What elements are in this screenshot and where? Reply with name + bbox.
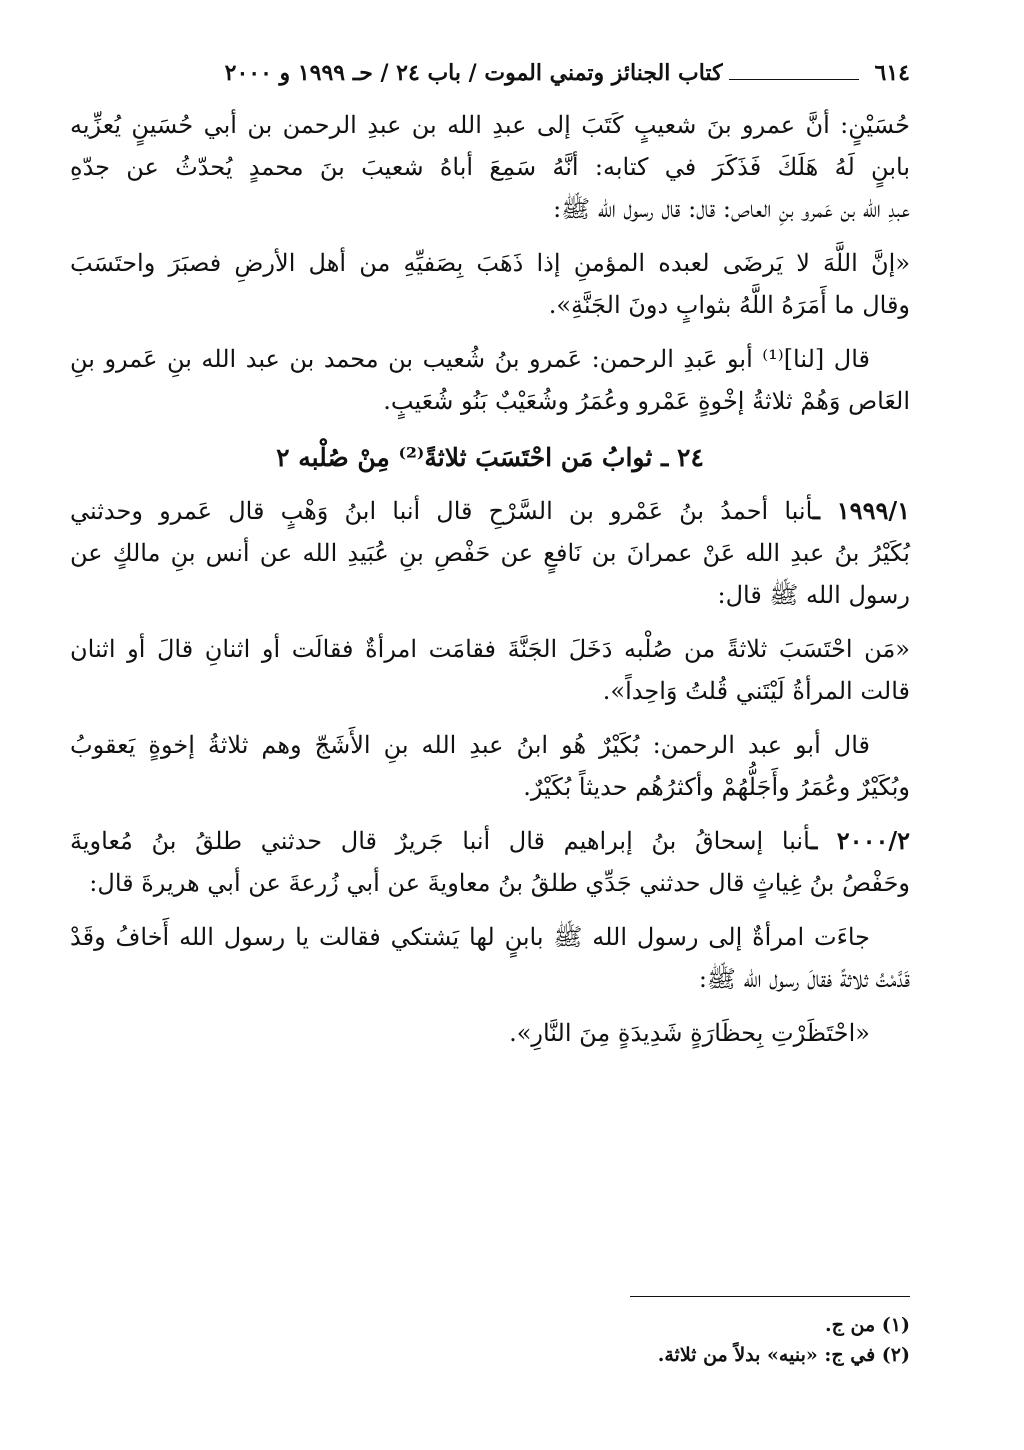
text-line: وقال ما أَمَرَهُ اللَّهُ بثوابٍ دونَ الجَنَّةِ». (548, 291, 910, 319)
text-line: العَاص وَهُمْ ثلاثةُ إخْوةٍ عَمْرو وعُمَرُ وشُعَيْبٌ بَنُو شُعَيبٍ. (383, 387, 910, 415)
commentary-2 (70, 724, 910, 766)
text-line: «إنَّ اللَّهَ لا يَرضَى لعبده المؤمنِ إذا ذَهَبَ بِصَفيِّهِ من أهل الأرضِ فصبَرَ واحتَسَبَ (70, 249, 910, 277)
text-line: قَدَّمْتُ ثلاثةً فقالَ رسول الله ﷺ: (698, 965, 910, 993)
text-line (70, 820, 910, 862)
text-line: حُسَيْنٍ: أنَّ عمرو بنَ شعيبٍ كَتَبَ إلى عبدِ الله بن عبدِ الرحمن بن أبي حُسَينٍ يُعزِّيه (70, 111, 910, 139)
chapter-heading: ٢٤ ـ ثوابُ مَن احْتَسَبَ ثلاثةً⁽²⁾ مِنْ صُلْبه ٢ (276, 443, 704, 472)
page-body (70, 60, 910, 1066)
text-line: «مَن احْتَسَبَ ثلاثةً من صُلْبه دَخَلَ الجَنَّةَ فقامَت امرأةٌ فقالَت أو اثنانِ قالَ أو اثنان (70, 635, 910, 663)
narrative (70, 916, 910, 958)
footnote: (١) من ج. (825, 1314, 910, 1336)
hadith-number: ١٩٩٩/١ ـ (812, 496, 910, 525)
commentary-1 (70, 338, 910, 380)
footnotes (70, 1310, 910, 1370)
intro-paragraph (70, 104, 910, 230)
text-line: عبدِ الله بن عَمرو بنِ العاص: قال: قال رسول الله ﷺ: (553, 195, 910, 223)
text-line: قالت المرأةُ لَيْتَني قُلتُ وَاحِداً». (602, 677, 910, 705)
running-head (70, 60, 910, 104)
text-line: قال [لنا]⁽¹⁾ أبو عَبدِ الرحمن: عَمرو بنُ شُعيب بن محمد بن عبد الله بنِ عَمرو بنِ (70, 345, 871, 373)
hadith-1999 (70, 490, 910, 616)
narrative-cont (70, 958, 910, 1000)
footnote: (٢) في ج: «بنيه» بدلاً من ثلاثة. (657, 1344, 910, 1366)
commentary-2-cont (70, 766, 910, 808)
hadith-quote-1 (70, 242, 910, 326)
text-line: بابنٍ لَهُ هَلَكَ فَذَكَرَ في كتابه: أنَّهُ سَمِعَ أباهُ شعيبَ بنَ محمدٍ يُحدّثُ عن جدّهِ (70, 153, 910, 181)
text-line: جاءَت امرأةٌ إلى رسول الله ﷺ بابنٍ لها يَشتكي فقالت يا رسول الله أَخافُ وقَدْ (70, 923, 871, 951)
text-line: رسول الله ﷺ قال: (717, 581, 910, 609)
text-line: وحَفْصُ بنُ غِياثٍ قال حدثني جَدِّي طلقُ بنُ معاويةَ عن أبي زُرعةَ عن أبي هريرةَ قال: (89, 869, 910, 897)
text-span: أنبا أحمدُ بنُ عَمْرو بن السَّرْحِ قال أنبا ابنُ وَهْبٍ قال عَمرو وحدثني (70, 497, 813, 525)
hadith-2000 (70, 820, 910, 904)
running-title: كتاب الجنائز وتمني الموت / باب ٢٤ / حـ ١٩٩٩ و ٢٠٠٠ (224, 60, 723, 86)
text-line: بُكَيْرُ بنُ عبدِ الله عَنْ عمرانَ بن نَافعٍ عن حَفْصِ بنِ عُبَيدِ الله عن أنس بنِ مالكٍ عن (70, 539, 910, 567)
text-span: أنبا إسحاقُ بنُ إبراهيم قال أنبا جَريرٌ قال حدثني طلقُ بنُ مُعاويةَ (70, 827, 811, 855)
text-line: قال أبو عبد الرحمن: بُكَيْرٌ هُو ابنُ عبدِ الله بنِ الأَشَجّ وهم ثلاثةُ إخوةٍ يَعقوبُ (70, 731, 870, 759)
hadith-quote-3 (70, 1012, 910, 1054)
page-number: ٦١٤ (874, 60, 910, 86)
footnote-rule (630, 1296, 910, 1297)
commentary-1-cont (70, 380, 910, 422)
text-line (70, 490, 910, 532)
hadith-quote-2 (70, 628, 910, 712)
header-rule (729, 79, 859, 80)
text-line: وبُكَيْرٌ وعُمَرُ وأَجَلُّهُمْ وأكثرُهُم حديثاً بُكَيْرٌ. (523, 773, 910, 801)
text-line: «احْتَظَرْتِ بِحظَارَةٍ شَدِيدَةٍ مِنَ النَّارِ». (509, 1019, 870, 1047)
hadith-number: ٢٠٠٠/٢ ـ (810, 826, 910, 855)
